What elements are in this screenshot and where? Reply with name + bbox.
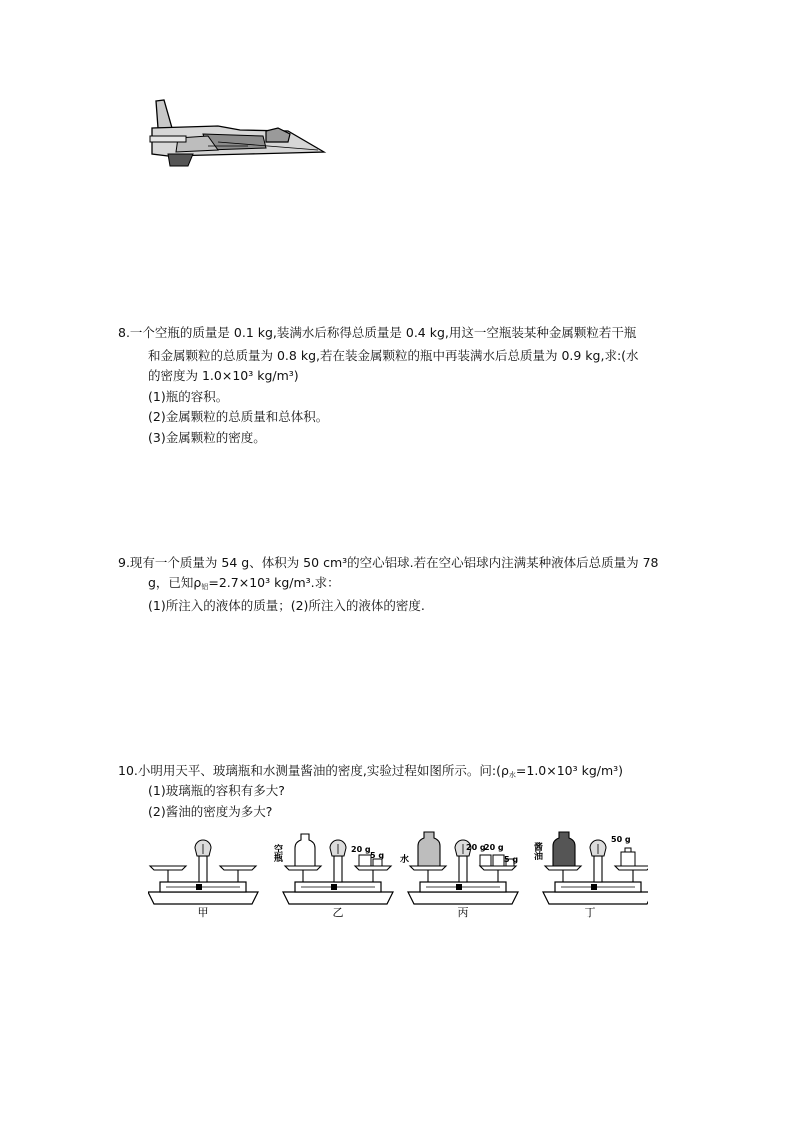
q8-sub-3: (3)金属颗粒的密度。 bbox=[148, 430, 266, 445]
q9-line-2-a: g，已知ρ bbox=[148, 575, 202, 590]
weight-5g-bing: 5 g bbox=[504, 855, 519, 864]
scale-ding bbox=[543, 832, 648, 904]
caption-bing: 丙 bbox=[457, 906, 469, 919]
jet-illustration bbox=[148, 98, 328, 170]
caption-ding: 丁 bbox=[584, 906, 596, 919]
q9-line-2 bbox=[148, 573, 340, 597]
weight-20g-yi: 20 g bbox=[351, 845, 371, 854]
q10-line-1-b: =1.0×10³ kg/m³) bbox=[515, 763, 624, 778]
scale-jia bbox=[148, 840, 258, 904]
weight-5g-yi: 5 g bbox=[370, 851, 385, 860]
q8-sub-1: (1)瓶的容积。 bbox=[148, 389, 229, 404]
q10-sub-2: (2)酱油的密度为多大? bbox=[148, 804, 273, 819]
weight-20g-bing-1: 20 g bbox=[466, 843, 486, 852]
q10-sub-1: (1)玻璃瓶的容积有多大? bbox=[148, 783, 285, 798]
q9-line-1: 9.现有一个质量为 54 g、体积为 50 cm³的空心铝球.若在空心铝球内注满某种液体后总质量为 78 bbox=[118, 555, 659, 570]
q9-rho-subscript: 铝 bbox=[201, 583, 209, 591]
q9-sub: (1)所注入的液体的质量；(2)所注入的液体的密度. bbox=[148, 598, 425, 613]
q10-rho-subscript: 水 bbox=[508, 771, 516, 779]
weight-50g-ding: 50 g bbox=[611, 835, 631, 844]
balance-figure bbox=[148, 828, 648, 920]
q8-line-1: 8.一个空瓶的质量是 0.1 kg,装满水后称得总质量是 0.4 kg,用这一空瓶装某种金属颗粒若干瓶 bbox=[118, 325, 637, 340]
caption-yi: 乙 bbox=[332, 906, 344, 919]
label-soy-sauce: 酱油 bbox=[532, 842, 542, 860]
q8-line-3: 的密度为 1.0×10³ kg/m³) bbox=[148, 368, 299, 383]
q10-line-1-a: 10.小明用天平、玻璃瓶和水测量酱油的密度,实验过程如图所示。问:(ρ bbox=[118, 763, 509, 778]
q8-sub-2: (2)金属颗粒的总质量和总体积。 bbox=[148, 409, 329, 424]
label-empty-bottle: 空瓶 bbox=[272, 844, 282, 862]
weight-20g-bing-2: 20 g bbox=[484, 843, 504, 852]
q9-line-2-b: =2.7×10³ kg/m³.求： bbox=[208, 575, 340, 590]
label-water: 水 bbox=[400, 855, 410, 865]
q8-line-2: 和金属颗粒的总质量为 0.8 kg,若在装金属颗粒的瓶中再装满水后总质量为 0.9 kg,求:(水 bbox=[148, 348, 639, 363]
caption-jia: 甲 bbox=[197, 906, 209, 919]
scale-yi bbox=[283, 834, 393, 904]
